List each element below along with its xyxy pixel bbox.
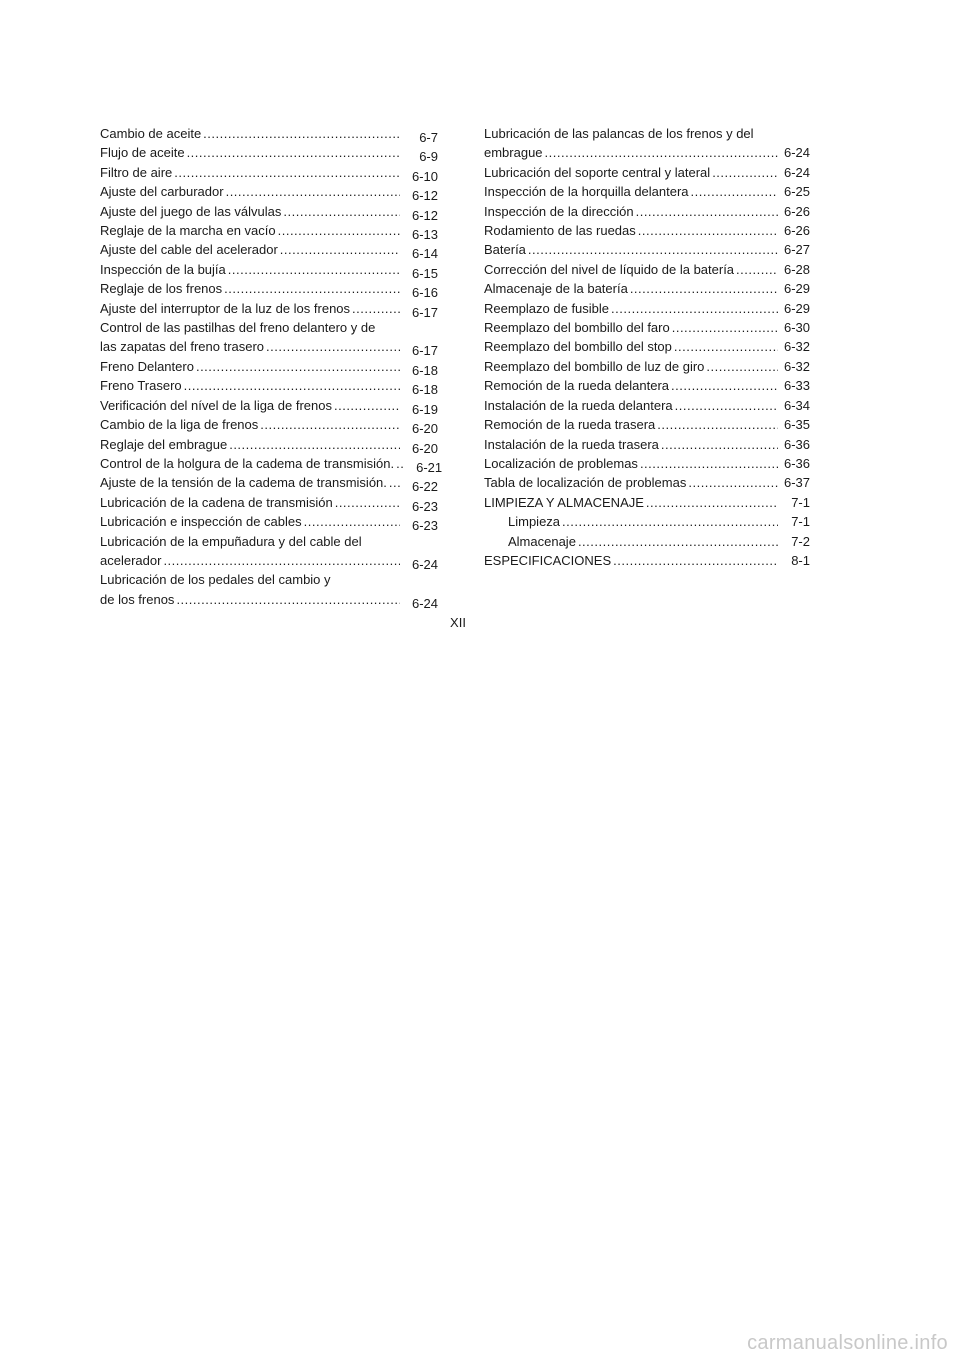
dot-leader [224, 279, 400, 298]
toc-entry-title: Reglaje de los frenos [100, 281, 223, 297]
toc-entry[interactable] [484, 376, 810, 395]
toc-entry-page: 6-32 [783, 339, 810, 355]
toc-entry[interactable] [100, 182, 438, 204]
toc-entry-title: Instalación de la rueda delantera [484, 397, 673, 413]
toc-entry-title: Freno Delantero [100, 358, 194, 374]
toc-entry-title: Rodamiento de las ruedas [484, 223, 636, 239]
toc-entry[interactable] [100, 376, 438, 398]
dot-leader [712, 163, 778, 182]
toc-entry[interactable] [100, 299, 438, 318]
toc-entry-title: Lubricación e inspección de cables [100, 514, 302, 530]
dot-leader [661, 435, 778, 454]
toc-entry[interactable] [100, 202, 438, 221]
toc-entry-title: Flujo de aceite [100, 145, 185, 161]
toc-entry[interactable] [484, 357, 810, 376]
toc-entry[interactable] [100, 454, 443, 475]
toc-entry-page: 7-1 [791, 514, 810, 530]
dot-leader [352, 299, 400, 318]
toc-entry-title: Verificación del nível de la liga de frenos [100, 397, 332, 413]
dot-leader [335, 493, 400, 512]
dot-leader [176, 590, 400, 609]
toc-entry[interactable] [484, 240, 810, 259]
toc-entry[interactable] [100, 357, 438, 376]
toc-entry-title: Freno Trasero [100, 378, 182, 394]
dot-leader [203, 124, 400, 143]
toc-entry-page: 6-16 [411, 285, 438, 301]
dot-leader [280, 240, 400, 259]
toc-entry-page: 6-26 [783, 203, 810, 219]
toc-entry-title: Inspección de la dirección [484, 203, 634, 219]
toc-entry-page: 6-26 [783, 223, 810, 239]
dot-leader [706, 357, 778, 376]
dot-leader [671, 376, 778, 395]
toc-entry-title: Lubricación de la cadena de transmisión [100, 494, 333, 510]
toc-entry-title: Inspección de la bujía [100, 261, 226, 277]
dot-leader [691, 182, 778, 201]
dot-leader [163, 551, 400, 570]
dot-leader [528, 240, 778, 259]
toc-entry-title: Cambio de aceite [100, 126, 202, 141]
toc-entry-page: 6-18 [411, 382, 438, 398]
toc-entry-title: Ajuste del carburador [100, 184, 224, 200]
toc-entry-page: 6-22 [411, 479, 438, 495]
dot-leader [229, 435, 400, 454]
dot-leader [226, 182, 400, 201]
toc-entry[interactable] [100, 163, 438, 182]
toc-entry[interactable] [484, 415, 810, 434]
dot-leader [174, 163, 400, 182]
toc-entry-title: Reemplazo del bombillo del stop [484, 339, 672, 355]
toc-entry-title: Almacenaje de la batería [484, 281, 628, 297]
toc-entry[interactable] [100, 240, 438, 262]
watermark: carmanualsonline.info [747, 1332, 948, 1354]
toc-entry[interactable] [100, 124, 438, 143]
toc-entry-page: 6-29 [783, 300, 810, 316]
toc-entry-title: ESPECIFICACIONES [484, 552, 612, 568]
toc-entry[interactable] [100, 396, 438, 415]
toc-entry-title: embrague [484, 145, 543, 161]
toc-entry[interactable] [100, 260, 438, 279]
toc-right-column [484, 124, 810, 570]
toc-entry[interactable] [100, 493, 438, 512]
toc-entry-title: Reemplazo del bombillo de luz de giro [484, 358, 705, 374]
toc-entry-page: 6-18 [411, 362, 438, 378]
toc-entry[interactable] [100, 221, 438, 243]
toc-entry-page: 6-7 [419, 130, 438, 145]
toc-entry-title: Inspección de la horquilla delantera [484, 184, 689, 200]
toc-entry[interactable] [100, 279, 438, 301]
toc-entry-title: Reglaje del embrague [100, 436, 228, 452]
toc-entry[interactable] [100, 143, 438, 165]
toc-entry-page: 7-1 [791, 494, 810, 510]
toc-entry-title: Almacenaje [508, 533, 576, 549]
toc-entry[interactable] [100, 532, 438, 571]
toc-entry-page: 6-20 [411, 421, 438, 437]
dot-leader [304, 512, 400, 531]
dot-leader [613, 551, 778, 570]
dot-leader [196, 357, 400, 376]
toc-entry-page: 6-13 [411, 227, 438, 243]
dot-leader [657, 415, 778, 434]
toc-entry-page: 6-17 [411, 304, 438, 320]
toc-entry-title: de los frenos [100, 591, 175, 607]
toc-entry-page: 6-23 [411, 518, 438, 534]
toc-entry-title: Tabla de localización de problemas [484, 475, 687, 491]
toc-entry[interactable] [484, 182, 810, 201]
toc-entry[interactable] [484, 532, 810, 551]
toc-entry[interactable] [484, 299, 810, 318]
dot-leader [228, 260, 400, 279]
toc-entry[interactable] [484, 493, 810, 512]
toc-entry-page: 6-10 [411, 168, 438, 184]
dot-leader [389, 473, 400, 492]
toc-entry-title: Instalación de la rueda trasera [484, 436, 659, 452]
toc-entry-page: 6-23 [411, 498, 438, 514]
toc-entry-title: Reemplazo de fusible [484, 300, 610, 316]
toc-entry-page: 6-24 [411, 556, 438, 572]
toc-entry-page: 6-30 [783, 320, 810, 336]
toc-entry-title: Lubricación del soporte central y lateral [484, 164, 711, 180]
toc-entry-page: 6-29 [783, 281, 810, 297]
toc-entry-page: 6-12 [411, 207, 438, 223]
toc-entry-page: 6-9 [419, 149, 438, 165]
toc-entry-page: 6-36 [783, 455, 810, 471]
toc-entry-title: Reglaje de la marcha en vacío [100, 223, 276, 239]
toc-entry[interactable] [100, 435, 438, 454]
dot-leader [611, 299, 778, 318]
toc-entry[interactable] [484, 260, 810, 279]
dot-leader [646, 493, 778, 512]
page-number: XII [450, 615, 466, 630]
toc-entry-page: 6-20 [411, 440, 438, 456]
toc-entry-page: 6-19 [411, 401, 438, 417]
dot-leader [638, 221, 778, 240]
dot-leader [675, 396, 778, 415]
dot-leader [283, 202, 400, 221]
dot-leader [630, 279, 778, 298]
dot-leader [187, 143, 400, 162]
toc-entry-page: 6-36 [783, 436, 810, 452]
toc-entry-title: Filtro de aire [100, 164, 173, 180]
toc-entry[interactable] [484, 435, 810, 454]
toc-entry[interactable] [484, 318, 810, 337]
dot-leader [636, 202, 778, 221]
toc-entry-page: 6-35 [783, 417, 810, 433]
toc-entry-title: Ajuste del cable del acelerador [100, 242, 278, 258]
toc-entry[interactable] [484, 202, 810, 221]
toc-entry-page: 6-32 [783, 358, 810, 374]
toc-entry-page: 6-25 [783, 184, 810, 200]
toc-entry-page: 6-15 [411, 265, 438, 281]
toc-entry-title: Localización de problemas [484, 455, 638, 471]
toc-entry[interactable] [484, 454, 810, 473]
toc-entry-title: acelerador [100, 552, 162, 568]
toc-entry-page: 6-37 [783, 475, 810, 491]
toc-entry-title: Cambio de la liga de frenos [100, 417, 259, 433]
toc-entry-page: 6-24 [783, 145, 810, 161]
toc-entry[interactable] [100, 512, 438, 534]
toc-entry[interactable] [484, 337, 810, 356]
toc-entry[interactable] [484, 551, 810, 570]
toc-entry-page: 7-2 [791, 533, 810, 549]
toc-entry-title: Control de la holgura de la cadema de transmisión. [100, 455, 395, 471]
toc-entry-title: Corrección del nivel de líquido de la batería [484, 261, 735, 277]
toc-entry-page: 6-34 [783, 397, 810, 413]
dot-leader [674, 337, 778, 356]
toc-entry-page: 6-33 [783, 378, 810, 394]
toc-entry[interactable] [484, 279, 810, 298]
toc-entry-title: Reemplazo del bombillo del faro [484, 320, 670, 336]
dot-leader [184, 376, 400, 395]
toc-entry-page: 6-14 [411, 246, 438, 262]
dot-leader [736, 260, 778, 279]
toc-entry-title-line: Lubricación de la empuñadura y del cable del [100, 533, 362, 549]
toc-left-column [100, 124, 443, 611]
toc-entry-title-line: Control de las pastilhas del freno delantero y de [100, 320, 376, 336]
toc-entry[interactable] [484, 163, 810, 182]
toc-entry-title-line: Lubricación de los pedales del cambio y [100, 572, 331, 588]
toc-entry-title: Batería [484, 242, 526, 258]
toc-entry-title: Ajuste del interruptor de la luz de los frenos [100, 300, 351, 316]
toc-entry-page: 6-27 [783, 242, 810, 258]
toc-entry[interactable] [484, 124, 810, 163]
toc-entry-title: Ajuste de la tensión de la cadema de transmisión. [100, 475, 387, 491]
toc-entry-title: Remoción de la rueda trasera [484, 417, 656, 433]
toc-entry[interactable] [484, 396, 810, 415]
toc-entry[interactable] [484, 221, 810, 240]
toc-entry-page: 6-28 [783, 261, 810, 277]
dot-leader [640, 454, 778, 473]
toc-entry-page: 6-17 [411, 343, 438, 359]
toc-entry[interactable] [100, 570, 438, 609]
dot-leader [334, 396, 400, 415]
dot-leader [260, 415, 400, 434]
toc-entry[interactable] [100, 318, 438, 357]
toc-entry-title: LIMPIEZA Y ALMACENAJE [484, 494, 644, 510]
toc-entry-page: 6-24 [783, 164, 810, 180]
toc-entry[interactable] [100, 415, 438, 437]
dot-leader [266, 337, 400, 356]
toc-entry-page: 6-24 [411, 595, 438, 611]
toc-entry-title: Limpieza [508, 514, 561, 530]
dot-leader [278, 221, 400, 240]
toc-entry[interactable] [484, 473, 810, 492]
toc-entry-title: las zapatas del freno trasero [100, 339, 265, 355]
dot-leader [578, 532, 778, 551]
toc-entry-page: 8-1 [791, 552, 810, 568]
toc-entry[interactable] [484, 512, 810, 531]
toc-entry[interactable] [100, 473, 438, 495]
dot-leader [688, 473, 778, 492]
toc-entry-title: Remoción de la rueda delantera [484, 378, 670, 394]
toc-entry-page: 6-12 [411, 188, 438, 204]
toc-entry-page: 6-21 [416, 459, 443, 475]
dot-leader [672, 318, 778, 337]
toc-entry-title: Ajuste del juego de las válvulas [100, 203, 282, 219]
dot-leader [562, 512, 778, 531]
toc-entry-title-line: Lubricación de las palancas de los frenos y del [484, 126, 754, 141]
dot-leader [545, 143, 778, 162]
